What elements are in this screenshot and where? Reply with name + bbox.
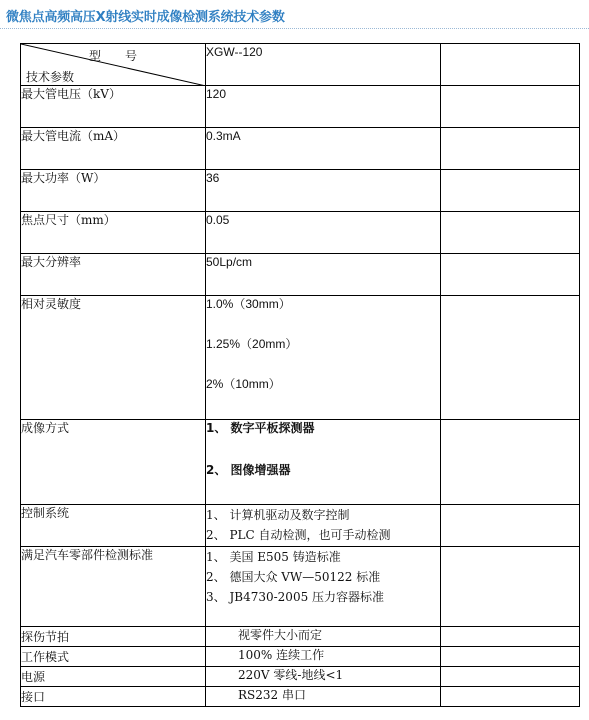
- spec-table: [20, 43, 580, 707]
- table-row: [21, 647, 580, 667]
- imaging-item: 2、 图像增强器: [206, 463, 291, 477]
- header-model-value: XGW--120: [206, 44, 441, 86]
- header-empty-cell: [441, 44, 580, 86]
- page-title: 微焦点高频高压X射线实时成像检测系统技术参数: [6, 10, 285, 25]
- row-value: [206, 647, 441, 667]
- row-label: 电源: [21, 667, 206, 687]
- sensitivity-item: 1.0%（30mm）: [206, 297, 291, 311]
- title-divider: [0, 28, 589, 29]
- standard-item: 1、 美国 E505 铸造标准: [206, 550, 341, 564]
- standard-item: 3、 JB4730-2005 压力容器标准: [206, 590, 385, 604]
- cycle-value: 视零件大小而定: [238, 628, 323, 642]
- table-row: [21, 254, 580, 296]
- table-row: [21, 627, 580, 647]
- header-params-label: 技术参数: [26, 70, 75, 84]
- row-label: 满足汽车零部件检测标准: [21, 547, 206, 627]
- table-row: [21, 505, 580, 547]
- row-value: 0.3mA: [206, 128, 441, 170]
- row-label: 焦点尺寸（mm）: [21, 212, 206, 254]
- empty-cell: [441, 687, 580, 707]
- control-item: 2、 PLC 自动检测，也可手动检测: [206, 528, 391, 542]
- table-row: [21, 212, 580, 254]
- power-supply-value: 220V 零线-地线<1: [238, 668, 344, 682]
- table-row: [21, 420, 580, 505]
- empty-cell: [441, 420, 580, 505]
- header-diagonal-cell: [21, 44, 206, 86]
- control-item: 1、 计算机驱动及数字控制: [206, 508, 350, 522]
- row-value: [206, 627, 441, 647]
- row-label: 控制系统: [21, 505, 206, 547]
- empty-cell: [441, 296, 580, 420]
- empty-cell: [441, 667, 580, 687]
- row-value: 50Lp/cm: [206, 254, 441, 296]
- empty-cell: [441, 128, 580, 170]
- row-label: 成像方式: [21, 420, 206, 505]
- sensitivity-item: 1.25%（20mm）: [206, 337, 298, 351]
- row-label: 接口: [21, 687, 206, 707]
- table-row: [21, 128, 580, 170]
- row-value: 36: [206, 170, 441, 212]
- empty-cell: [441, 212, 580, 254]
- row-label: 最大分辨率: [21, 254, 206, 296]
- table-row: [21, 667, 580, 687]
- row-label: 最大管电压（kV）: [21, 86, 206, 128]
- table-row: [21, 547, 580, 627]
- row-value-list: [206, 420, 441, 505]
- interface-value: RS232 串口: [238, 688, 306, 702]
- empty-cell: [441, 647, 580, 667]
- row-value: [206, 667, 441, 687]
- standard-item: 2、 德国大众 VW—50122 标准: [206, 570, 381, 584]
- header-model-label: 型号: [89, 49, 162, 63]
- empty-cell: [441, 170, 580, 212]
- row-value: 120: [206, 86, 441, 128]
- row-label: 相对灵敏度: [21, 296, 206, 420]
- sensitivity-item: 2%（10mm）: [206, 377, 281, 391]
- table-row: [21, 687, 580, 707]
- table-row: [21, 86, 580, 128]
- empty-cell: [441, 86, 580, 128]
- imaging-item: 1、 数字平板探测器: [206, 421, 315, 435]
- row-label: 最大管电流（mA）: [21, 128, 206, 170]
- empty-cell: [441, 505, 580, 547]
- row-value-list: [206, 547, 441, 627]
- table-header-row: [21, 44, 580, 86]
- table-row: [21, 170, 580, 212]
- empty-cell: [441, 254, 580, 296]
- row-value: 0.05: [206, 212, 441, 254]
- row-value-list: [206, 505, 441, 547]
- row-value-list: [206, 296, 441, 420]
- empty-cell: [441, 627, 580, 647]
- row-label: 最大功率（W）: [21, 170, 206, 212]
- mode-value: 100% 连续工作: [238, 648, 325, 662]
- table-row: [21, 296, 580, 420]
- row-label: 工作模式: [21, 647, 206, 667]
- row-label: 探伤节拍: [21, 627, 206, 647]
- row-value: [206, 687, 441, 707]
- empty-cell: [441, 547, 580, 627]
